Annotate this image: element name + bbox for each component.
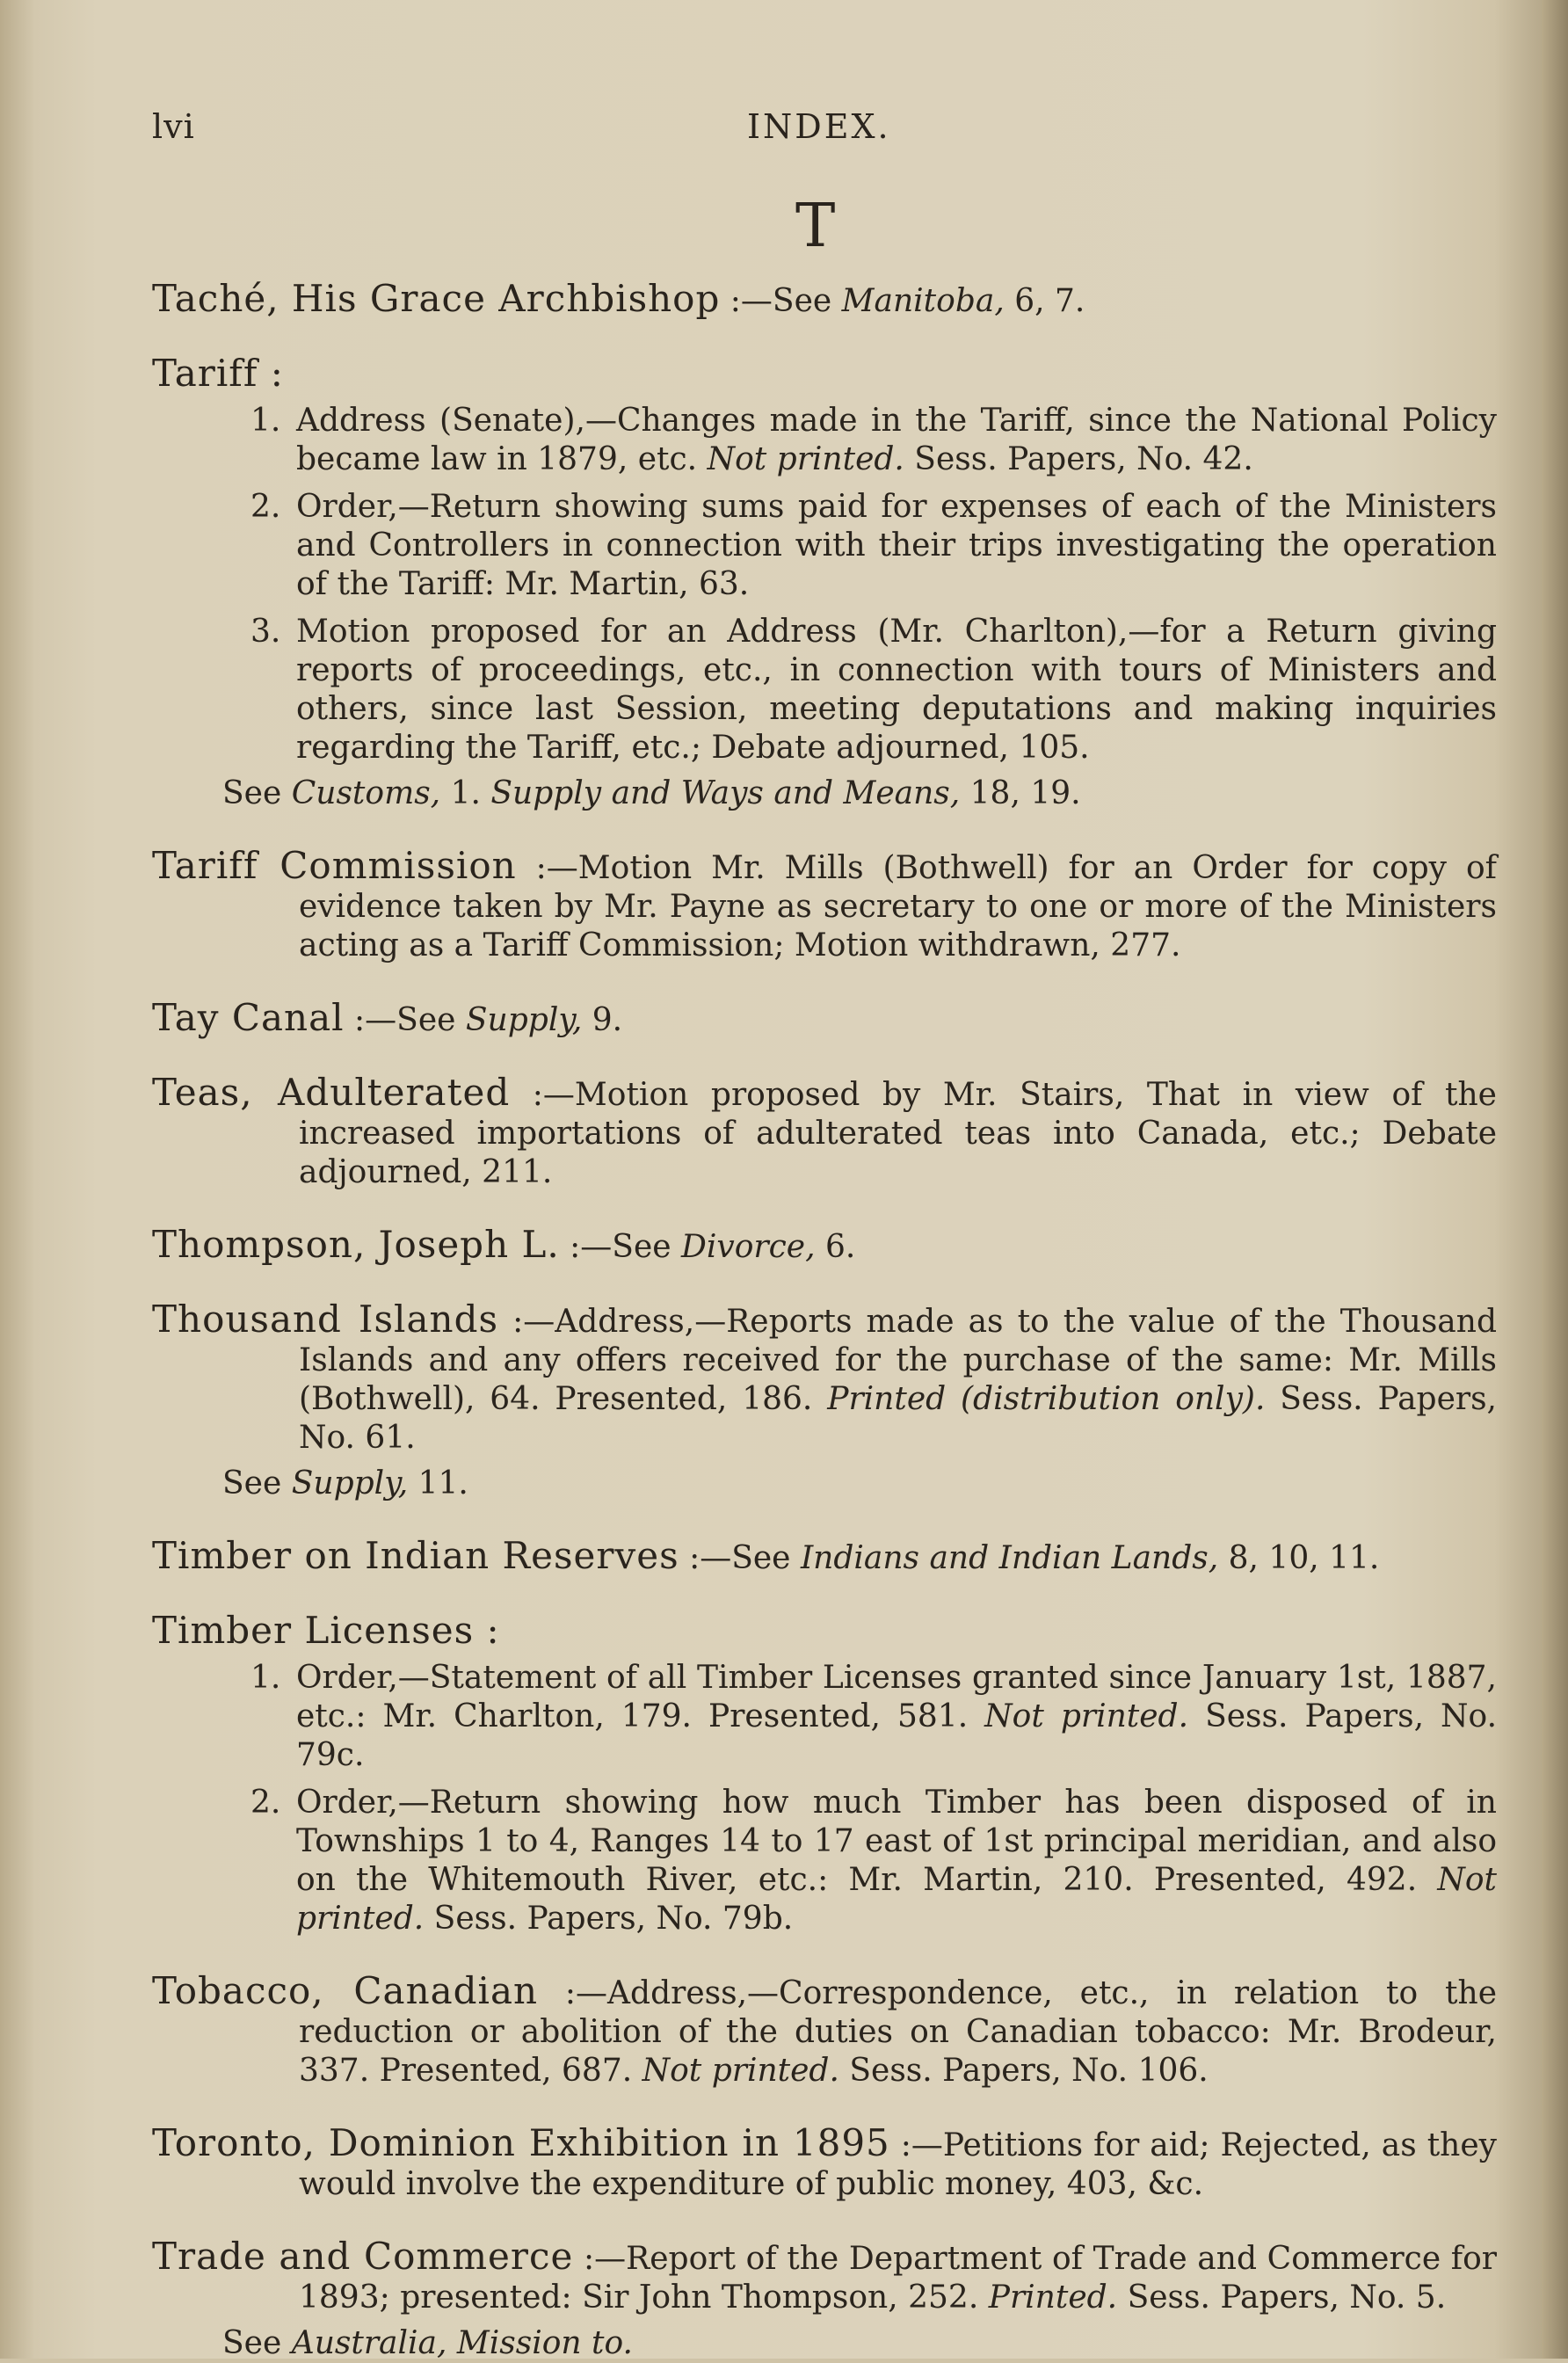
entry-heading: Thompson, Joseph L.: [152, 1223, 560, 1266]
list-item: [152, 402, 1497, 479]
entry-heading: Toronto, Dominion Exhibition in 1895: [152, 2121, 890, 2164]
item-tail: Sess. Papers, No. 79b.: [424, 1901, 794, 1937]
see-ref: Australia, Mission to.: [291, 2325, 633, 2361]
item-italic: Not printed.: [707, 441, 904, 477]
entry-heading: Teas, Adulterated: [152, 1071, 511, 1114]
item-number: 1.: [250, 1660, 281, 1696]
item-number: 1.: [250, 403, 281, 439]
entry-paragraph: [152, 1300, 1497, 1458]
entry-toronto: [152, 2121, 1497, 2204]
entry-tache: [152, 277, 1497, 321]
entry-ref: Divorce,: [681, 1229, 816, 1265]
entry-heading: Tobacco, Canadian: [152, 1969, 539, 2012]
entry-text: :—See: [344, 1002, 466, 1038]
item-text: Motion proposed for an Address (Mr. Charlton),—for a Return giving reports of proceedings, etc., in connection with tours of Ministers and others, since last Session, meeting deputations and making inquiries regarding the Tariff, etc.; Debate adjourned, 105.: [296, 614, 1497, 766]
entry-heading: Taché, His Grace Archbishop: [152, 277, 721, 320]
entry-italic: Not printed.: [642, 2053, 839, 2089]
entry-thompson: [152, 1225, 1497, 1267]
entry-italic: Printed.: [988, 2279, 1118, 2316]
entry-tariff: [152, 354, 1497, 813]
item-italic: Not printed.: [984, 1698, 1189, 1734]
entry-tail: 8, 10, 11.: [1218, 1540, 1380, 1576]
item-text: Address (Senate),—Changes made in the Tariff, since the National Policy became law in 1879, etc.: [296, 403, 1497, 477]
item-text: Order,—Return showing how much Timber has been disposed of in Townships 1 to 4, Ranges 14 to 17 east of 1st principal meridian, and also on the Whitemouth River, etc.: Mr. Martin, 210. Presented, 492.: [296, 1785, 1497, 1898]
item-number: 3.: [250, 614, 281, 650]
entry-timber-licenses: [152, 1611, 1497, 1938]
entry-tail: 6, 7.: [1004, 283, 1085, 319]
entry-paragraph: [152, 2237, 1497, 2317]
entry-tail: Sess. Papers, No. 61.: [299, 1381, 1498, 1456]
entry-heading: Tay Canal: [152, 996, 345, 1039]
entry-ref: Manitoba,: [841, 283, 1005, 319]
entry-text: :—Petitions for aid; Rejected, as they would involve the expenditure of public money, 403, &c.: [299, 2127, 1497, 2202]
entry-text: :—Address,—Correspondence, etc., in relation to the reduction or abolition of the duties on Canadian tobacco: Mr. Brodeur, 337. Presented, 687.: [299, 1975, 1497, 2089]
see-prefix: See: [222, 1465, 292, 1501]
see-prefix: See: [222, 775, 292, 811]
item-number: 2.: [250, 489, 281, 525]
item-text: Order,—Statement of all Timber Licenses granted since January 1st, 1887, etc.: Mr. Charlton, 179. Presented, 581.: [296, 1660, 1497, 1734]
entry-heading: Trade and Commerce: [152, 2235, 574, 2278]
entry-timber-reserves: [152, 1534, 1497, 1578]
entry-teas: [152, 1073, 1497, 1192]
item-tail: Sess. Papers, No. 42.: [904, 441, 1253, 477]
entry-tay-canal: [152, 996, 1497, 1040]
see-ref: Supply and Ways and Means,: [490, 775, 961, 811]
page-number: lvi: [152, 107, 195, 146]
list-item: [152, 1784, 1497, 1938]
running-head: INDEX.: [747, 107, 891, 146]
entry-thousand-islands: [152, 1300, 1497, 1503]
book-spine: [1542, 0, 1568, 2359]
item-italic: Not printed.: [296, 1862, 1497, 1937]
entry-heading: Tariff :: [152, 352, 284, 395]
entry-heading: Timber Licenses :: [152, 1609, 500, 1652]
entry-text: :—Address,—Reports made as to the value of the Thousand Islands and any offers received for the purchase of the same: Mr. Mills (Bothwell), 64. Presented, 186.: [299, 1304, 1497, 1417]
index-body: [152, 277, 1498, 2363]
list-item: [152, 488, 1497, 604]
entry-tobacco: [152, 1969, 1497, 2090]
entry-heading: Timber on Indian Reserves: [152, 1534, 679, 1577]
entry-text: :—See: [679, 1540, 801, 1576]
entry-ref: Supply,: [465, 1002, 583, 1038]
entry-tail: 9.: [582, 1002, 623, 1038]
entry-tariff-commission: [152, 844, 1497, 965]
entry-text: :—Motion Mr. Mills (Bothwell) for an Order for copy of evidence taken by Mr. Payne as secretary to one or more of the Ministers acting as a Tariff Commission; Motion withdrawn, 277.: [299, 850, 1497, 963]
item-number: 2.: [250, 1785, 281, 1821]
item-text: Order,—Return showing sums paid for expenses of each of the Ministers and Controllers in connection with their trips investigating the operation of the Tariff: Mr. Martin, 63.: [296, 489, 1497, 602]
see-tail: 11.: [408, 1465, 468, 1501]
entry-tail: Sess. Papers, No. 5.: [1117, 2279, 1447, 2316]
see-also: [152, 2324, 1497, 2363]
see-also: [152, 1465, 1497, 1503]
item-tail: Sess. Papers, No. 79c.: [296, 1698, 1498, 1773]
entry-trade: [152, 2237, 1497, 2363]
section-letter: T: [795, 192, 836, 261]
entry-ref: Indians and Indian Lands,: [800, 1540, 1219, 1576]
see-ref: Customs,: [291, 775, 441, 811]
see-mid: 1.: [440, 775, 491, 811]
see-also: [152, 774, 1497, 813]
entry-tail: Sess. Papers, No. 106.: [838, 2053, 1209, 2089]
entry-heading: Thousand Islands: [152, 1298, 499, 1341]
entry-text: :—See: [559, 1229, 682, 1265]
see-tail: 18, 19.: [960, 775, 1081, 811]
see-prefix: See: [222, 2325, 292, 2361]
entry-text: :—Report of the Department of Trade and Commerce for 1893; presented: Sir John Thompson, 252.: [299, 2241, 1497, 2316]
see-ref: Supply,: [291, 1465, 409, 1501]
entry-heading: Tariff Commission: [152, 844, 517, 887]
list-item: [152, 1659, 1497, 1775]
entry-italic: Printed (distribution only).: [827, 1381, 1266, 1417]
entry-tail: 6.: [815, 1229, 856, 1265]
list-item: [152, 613, 1497, 767]
entry-text: :—See: [720, 283, 842, 319]
entry-text: :—Motion proposed by Mr. Stairs, That in view of the increased importations of adulterated teas into Canada, etc.; Debate adjourned, 211.: [299, 1077, 1497, 1190]
